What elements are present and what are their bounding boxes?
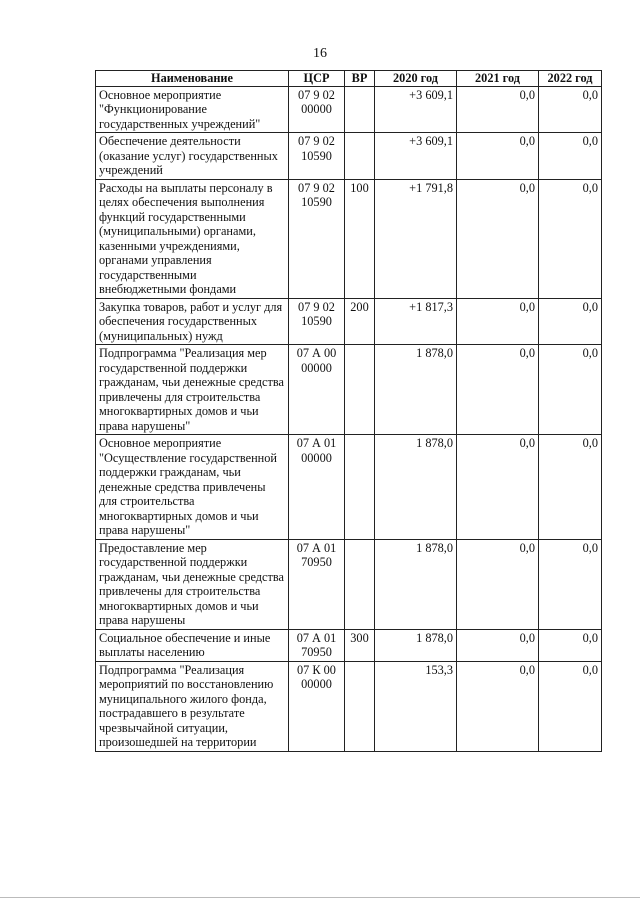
row-vr-cell: 100: [345, 179, 375, 298]
row-2021-cell: 0,0: [457, 86, 539, 133]
table-header-row: [96, 71, 602, 87]
row-2022-cell: 0,0: [539, 629, 602, 661]
row-vr-cell: [345, 86, 375, 133]
row-vr-cell: [345, 345, 375, 435]
header-vr: ВР: [345, 71, 375, 87]
row-2020-cell: +1 817,3: [375, 298, 457, 345]
row-name-cell: Закупка товаров, работ и услуг для обеспечения государственных (муниципальных) нужд: [96, 298, 289, 345]
row-csr-cell: 07 А 01 70950: [289, 539, 345, 629]
row-csr-cell: 07 9 02 10590: [289, 179, 345, 298]
row-csr-cell: 07 А 01 70950: [289, 629, 345, 661]
row-2021-cell: 0,0: [457, 345, 539, 435]
row-csr-cell: 07 9 02 10590: [289, 298, 345, 345]
table-row: [96, 179, 602, 298]
row-2021-cell: 0,0: [457, 133, 539, 180]
row-vr-cell: 200: [345, 298, 375, 345]
row-2022-cell: 0,0: [539, 298, 602, 345]
budget-table: [95, 70, 602, 752]
table-row: [96, 345, 602, 435]
row-vr-cell: [345, 133, 375, 180]
row-name-cell: Социальное обеспечение и иные выплаты населению: [96, 629, 289, 661]
row-2021-cell: 0,0: [457, 629, 539, 661]
header-2020: 2020 год: [375, 71, 457, 87]
row-name-cell: Предоставление мер государственной поддержки гражданам, чьи денежные средства привлечены для строительства многоквартирных домов и чьи права нарушены: [96, 539, 289, 629]
row-2022-cell: 0,0: [539, 661, 602, 751]
header-name: Наименование: [96, 71, 289, 87]
row-name-cell: Подпрограмма "Реализация мероприятий по восстановлению муниципального жилого фонда, пострадавшего в результате чрезвычайной ситуации, произошедшей на территории: [96, 661, 289, 751]
row-vr-cell: [345, 435, 375, 540]
row-2022-cell: 0,0: [539, 133, 602, 180]
table-row: [96, 133, 602, 180]
row-2022-cell: 0,0: [539, 179, 602, 298]
row-2022-cell: 0,0: [539, 86, 602, 133]
row-2021-cell: 0,0: [457, 661, 539, 751]
header-2021: 2021 год: [457, 71, 539, 87]
table-row: [96, 629, 602, 661]
row-2022-cell: 0,0: [539, 345, 602, 435]
row-2021-cell: 0,0: [457, 539, 539, 629]
row-2022-cell: 0,0: [539, 435, 602, 540]
row-2021-cell: 0,0: [457, 179, 539, 298]
row-csr-cell: 07 9 02 00000: [289, 86, 345, 133]
row-csr-cell: 07 А 01 00000: [289, 435, 345, 540]
header-2022: 2022 год: [539, 71, 602, 87]
row-name-cell: Основное мероприятие "Функционирование государственных учреждений": [96, 86, 289, 133]
table-row: [96, 435, 602, 540]
table-row: [96, 298, 602, 345]
row-name-cell: Обеспечение деятельности (оказание услуг) государственных учреждений: [96, 133, 289, 180]
row-2020-cell: +3 609,1: [375, 86, 457, 133]
table-row: [96, 539, 602, 629]
row-csr-cell: 07 9 02 10590: [289, 133, 345, 180]
row-2020-cell: 1 878,0: [375, 435, 457, 540]
page-number: 16: [313, 46, 327, 61]
row-2020-cell: 1 878,0: [375, 629, 457, 661]
row-2021-cell: 0,0: [457, 435, 539, 540]
row-2020-cell: 1 878,0: [375, 539, 457, 629]
page-bottom-line: [0, 897, 640, 898]
row-2020-cell: 1 878,0: [375, 345, 457, 435]
row-vr-cell: [345, 539, 375, 629]
table-row: [96, 661, 602, 751]
row-name-cell: Основное мероприятие "Осуществление государственной поддержки гражданам, чьи денежные средства привлечены для строительства многоквартирных домов и чьи права нарушены": [96, 435, 289, 540]
row-vr-cell: 300: [345, 629, 375, 661]
row-2020-cell: +3 609,1: [375, 133, 457, 180]
row-csr-cell: 07 К 00 00000: [289, 661, 345, 751]
header-csr: ЦСР: [289, 71, 345, 87]
row-2020-cell: +1 791,8: [375, 179, 457, 298]
row-name-cell: Расходы на выплаты персоналу в целях обеспечения выполнения функций государственными (муниципальными) органами, казенными учреждениями, органами управления государственными внебюджетными фондами: [96, 179, 289, 298]
row-2020-cell: 153,3: [375, 661, 457, 751]
row-name-cell: Подпрограмма "Реализация мер государственной поддержки гражданам, чьи денежные средства привлечены для строительства многоквартирных домов и чьи права нарушены": [96, 345, 289, 435]
row-2022-cell: 0,0: [539, 539, 602, 629]
row-vr-cell: [345, 661, 375, 751]
row-2021-cell: 0,0: [457, 298, 539, 345]
table-row: [96, 86, 602, 133]
row-csr-cell: 07 А 00 00000: [289, 345, 345, 435]
